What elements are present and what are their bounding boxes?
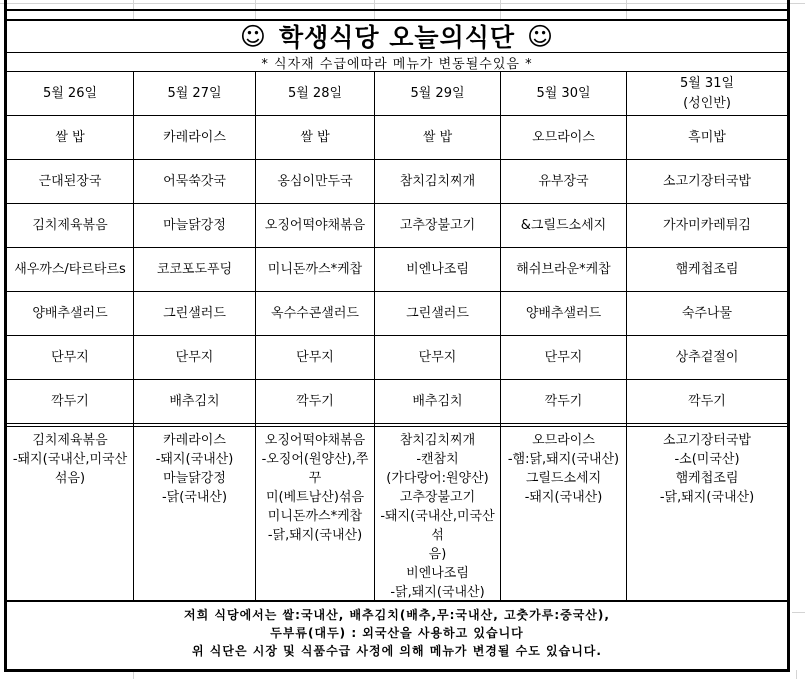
menu-item-label: 근대된장국 [38,173,102,189]
menu-item-cell [627,380,787,423]
origin-line: -햄:닭,돼지(국내산) [507,452,620,467]
menu-item-label: 쌀 밥 [55,129,85,145]
origin-cell [134,431,255,507]
menu-item-label: 미니돈까스*케찹 [267,261,363,277]
menu-item-label: 참치김치찌개 [399,173,476,189]
footer-line: 두부류(대두) : 외국산을 사용하고 있습니다 [270,626,524,640]
sheet-gridline [796,670,797,679]
origin-cell [256,431,374,545]
menu-item-cell [627,204,787,247]
menu-item-cell [256,292,374,335]
menu-item-label: 배추김치 [169,393,220,409]
menu-item-cell [501,292,626,335]
origin-line: 고추장불고기 [399,490,476,505]
origin-line: -캔참치 [416,452,459,467]
menu-item-cell [134,336,255,379]
origin-line: 섞음) [54,471,86,486]
menu-item-label: 깍두기 [51,393,89,409]
date-cell [7,72,133,115]
origin-cell [501,431,626,507]
subtitle-notice: * 식자재 수급에따라 메뉴가 변동될수있음 * [261,56,533,72]
menu-item-cell [7,160,133,203]
menu-item-cell [627,336,787,379]
menu-item-cell [134,204,255,247]
menu-item-cell [134,248,255,291]
menu-item-cell [501,248,626,291]
origin-line: 음) [428,547,447,562]
menu-item-label: 쌀 밥 [422,129,453,145]
footer-line: 저희 식당에서는 쌀:국내산, 배추김치(배추,무:국내산, 고춧가루:중국산), [184,608,610,622]
smiley-icon: ☺ [527,21,555,51]
menu-item-label: 햄케첩조림 [675,261,739,277]
menu-item-cell [134,116,255,159]
menu-item-cell [501,116,626,159]
menu-item-label: 단무지 [544,349,583,365]
date-cell [627,72,787,115]
menu-item-label: 쌀 밥 [300,129,330,145]
date-label: 5월 28일 [287,85,343,101]
menu-item-label: &그릴드소세지 [520,217,607,233]
date-label: 5월 31일 [679,75,735,91]
origin-line: 소고기장터국밥 [663,433,751,448]
origin-line: 오징어떡야채볶음 [264,433,366,448]
date-label: 5월 27일 [167,85,222,101]
origin-line: 참치김치찌개 [399,433,476,448]
menu-item-cell [7,116,133,159]
menu-item-cell [256,116,374,159]
menu-item-label: 오징어떡야채볶음 [264,217,366,233]
date-cell [501,72,626,115]
origin-line: -돼지(국내산,미국산섞 [380,509,495,543]
menu-item-label: 양배추샐러드 [525,305,602,321]
menu-item-cell [375,380,500,423]
border-top-1 [4,9,790,11]
origin-line: 미니돈까스*케찹 [267,509,363,524]
row-line-double-a [4,423,790,424]
footer-notice [4,606,790,660]
menu-item-cell [256,204,374,247]
origin-line: -소(미국산) [674,452,740,467]
menu-item-cell [375,160,500,203]
border-bottom [4,669,790,672]
origin-line: -돼지(국내산,미국산 [12,452,128,467]
menu-item-label: 비엔나조림 [406,261,469,277]
sheet-gridline [792,612,805,613]
menu-item-cell [7,336,133,379]
origin-line: -닭,돼지(국내산) [659,490,755,505]
menu-item-label: 단무지 [51,349,89,365]
menu-item-cell [7,248,133,291]
origin-line: -돼지(국내산) [155,452,234,467]
menu-item-label: 옹심이만두국 [277,173,353,189]
origin-line: 비엔나조림 [406,566,469,581]
date-cell [256,72,374,115]
menu-item-cell [501,336,626,379]
menu-item-cell [375,116,500,159]
origin-line: 김치제육볶음 [32,433,108,448]
menu-item-cell [375,292,500,335]
menu-item-cell [375,204,500,247]
menu-item-cell [256,248,374,291]
menu-item-label: 오므라이스 [532,129,595,145]
menu-item-cell [7,380,133,423]
origin-line: 미(베트남산)섞음 [265,490,365,505]
menu-item-label: 배추김치 [412,393,463,409]
menu-item-label: 옥수수콘샐러드 [271,305,359,321]
menu-item-cell [627,248,787,291]
origin-cell [7,431,133,488]
origin-line: 마늘닭강정 [163,471,226,486]
date-cell [375,72,500,115]
origin-line: -오징어(원양산),쭈꾸 [261,452,369,486]
menu-item-cell [256,380,374,423]
date-label: 5월 30일 [536,85,591,101]
menu-item-cell [7,292,133,335]
menu-item-label: 코코포도푸딩 [156,261,233,277]
menu-item-label: 어묵쑥갓국 [163,173,226,189]
origin-cell [375,431,500,602]
origin-line: 그릴드소세지 [525,471,602,486]
menu-item-label: 양배추샐러드 [32,305,108,321]
menu-item-label: 마늘닭강정 [163,217,226,233]
menu-item-cell [256,336,374,379]
menu-item-cell [627,116,787,159]
menu-item-label: 그린샐러드 [163,305,226,321]
menu-item-cell [501,160,626,203]
menu-item-label: 깍두기 [544,393,583,409]
date-cell [134,72,255,115]
date-label: 5월 26일 [42,85,98,101]
menu-item-cell [375,336,500,379]
menu-item-cell [375,248,500,291]
origin-line: (가다랑어:원양산) [386,471,489,486]
origin-line: 햄케첩조림 [675,471,739,486]
menu-item-label: 카레라이스 [163,129,226,145]
origin-cell [627,431,787,507]
menu-item-label: 유부장국 [538,173,589,189]
menu-item-label: 상추겉절이 [675,349,739,365]
row-line-double-b [4,426,790,427]
menu-item-cell [256,160,374,203]
origin-line: -닭(국내산) [161,490,228,505]
menu-item-label: 해쉬브라운*케찹 [516,261,611,277]
menu-item-label: 소고기장터국밥 [663,173,751,189]
menu-item-label: 숙주나물 [681,305,733,321]
menu-item-label: 가자미카레튀김 [663,217,751,233]
menu-item-label: 단무지 [175,349,214,365]
menu-item-cell [627,160,787,203]
menu-item-label: 흑미밥 [688,129,726,145]
date-note: (성인반) [683,95,731,111]
origin-line: 오므라이스 [532,433,595,448]
menu-item-label: 그린샐러드 [406,305,469,321]
smiley-icon: ☺ [239,21,267,51]
title-text: 학생식당 오늘의식단 [278,23,516,52]
menu-item-label: 깍두기 [688,393,726,409]
menu-item-label: 단무지 [296,349,334,365]
origin-line: -닭,돼지(국내산) [267,528,363,543]
date-label: 5월 29일 [410,85,465,101]
menu-item-label: 단무지 [418,349,457,365]
origin-line: -돼지(국내산) [524,490,603,505]
origin-line: 카레라이스 [163,433,226,448]
menu-item-cell [7,204,133,247]
menu-item-label: 김치제육볶음 [32,217,108,233]
menu-item-label: 새우까스/타르타르s [14,261,126,277]
page-title [4,20,790,52]
menu-item-cell [501,380,626,423]
footer-line: 위 식단은 시장 및 식품수급 사정에 의해 메뉴가 변경될 수도 있습니다. [192,644,602,658]
menu-item-cell [134,380,255,423]
menu-sheet [4,0,790,679]
menu-item-cell [134,292,255,335]
menu-item-cell [134,160,255,203]
menu-item-label: 고추장불고기 [399,217,476,233]
menu-item-label: 깍두기 [296,393,334,409]
border-right [787,0,790,672]
origin-line: -닭,돼지(국내산) [390,585,485,600]
menu-item-cell [627,292,787,335]
menu-item-cell [501,204,626,247]
